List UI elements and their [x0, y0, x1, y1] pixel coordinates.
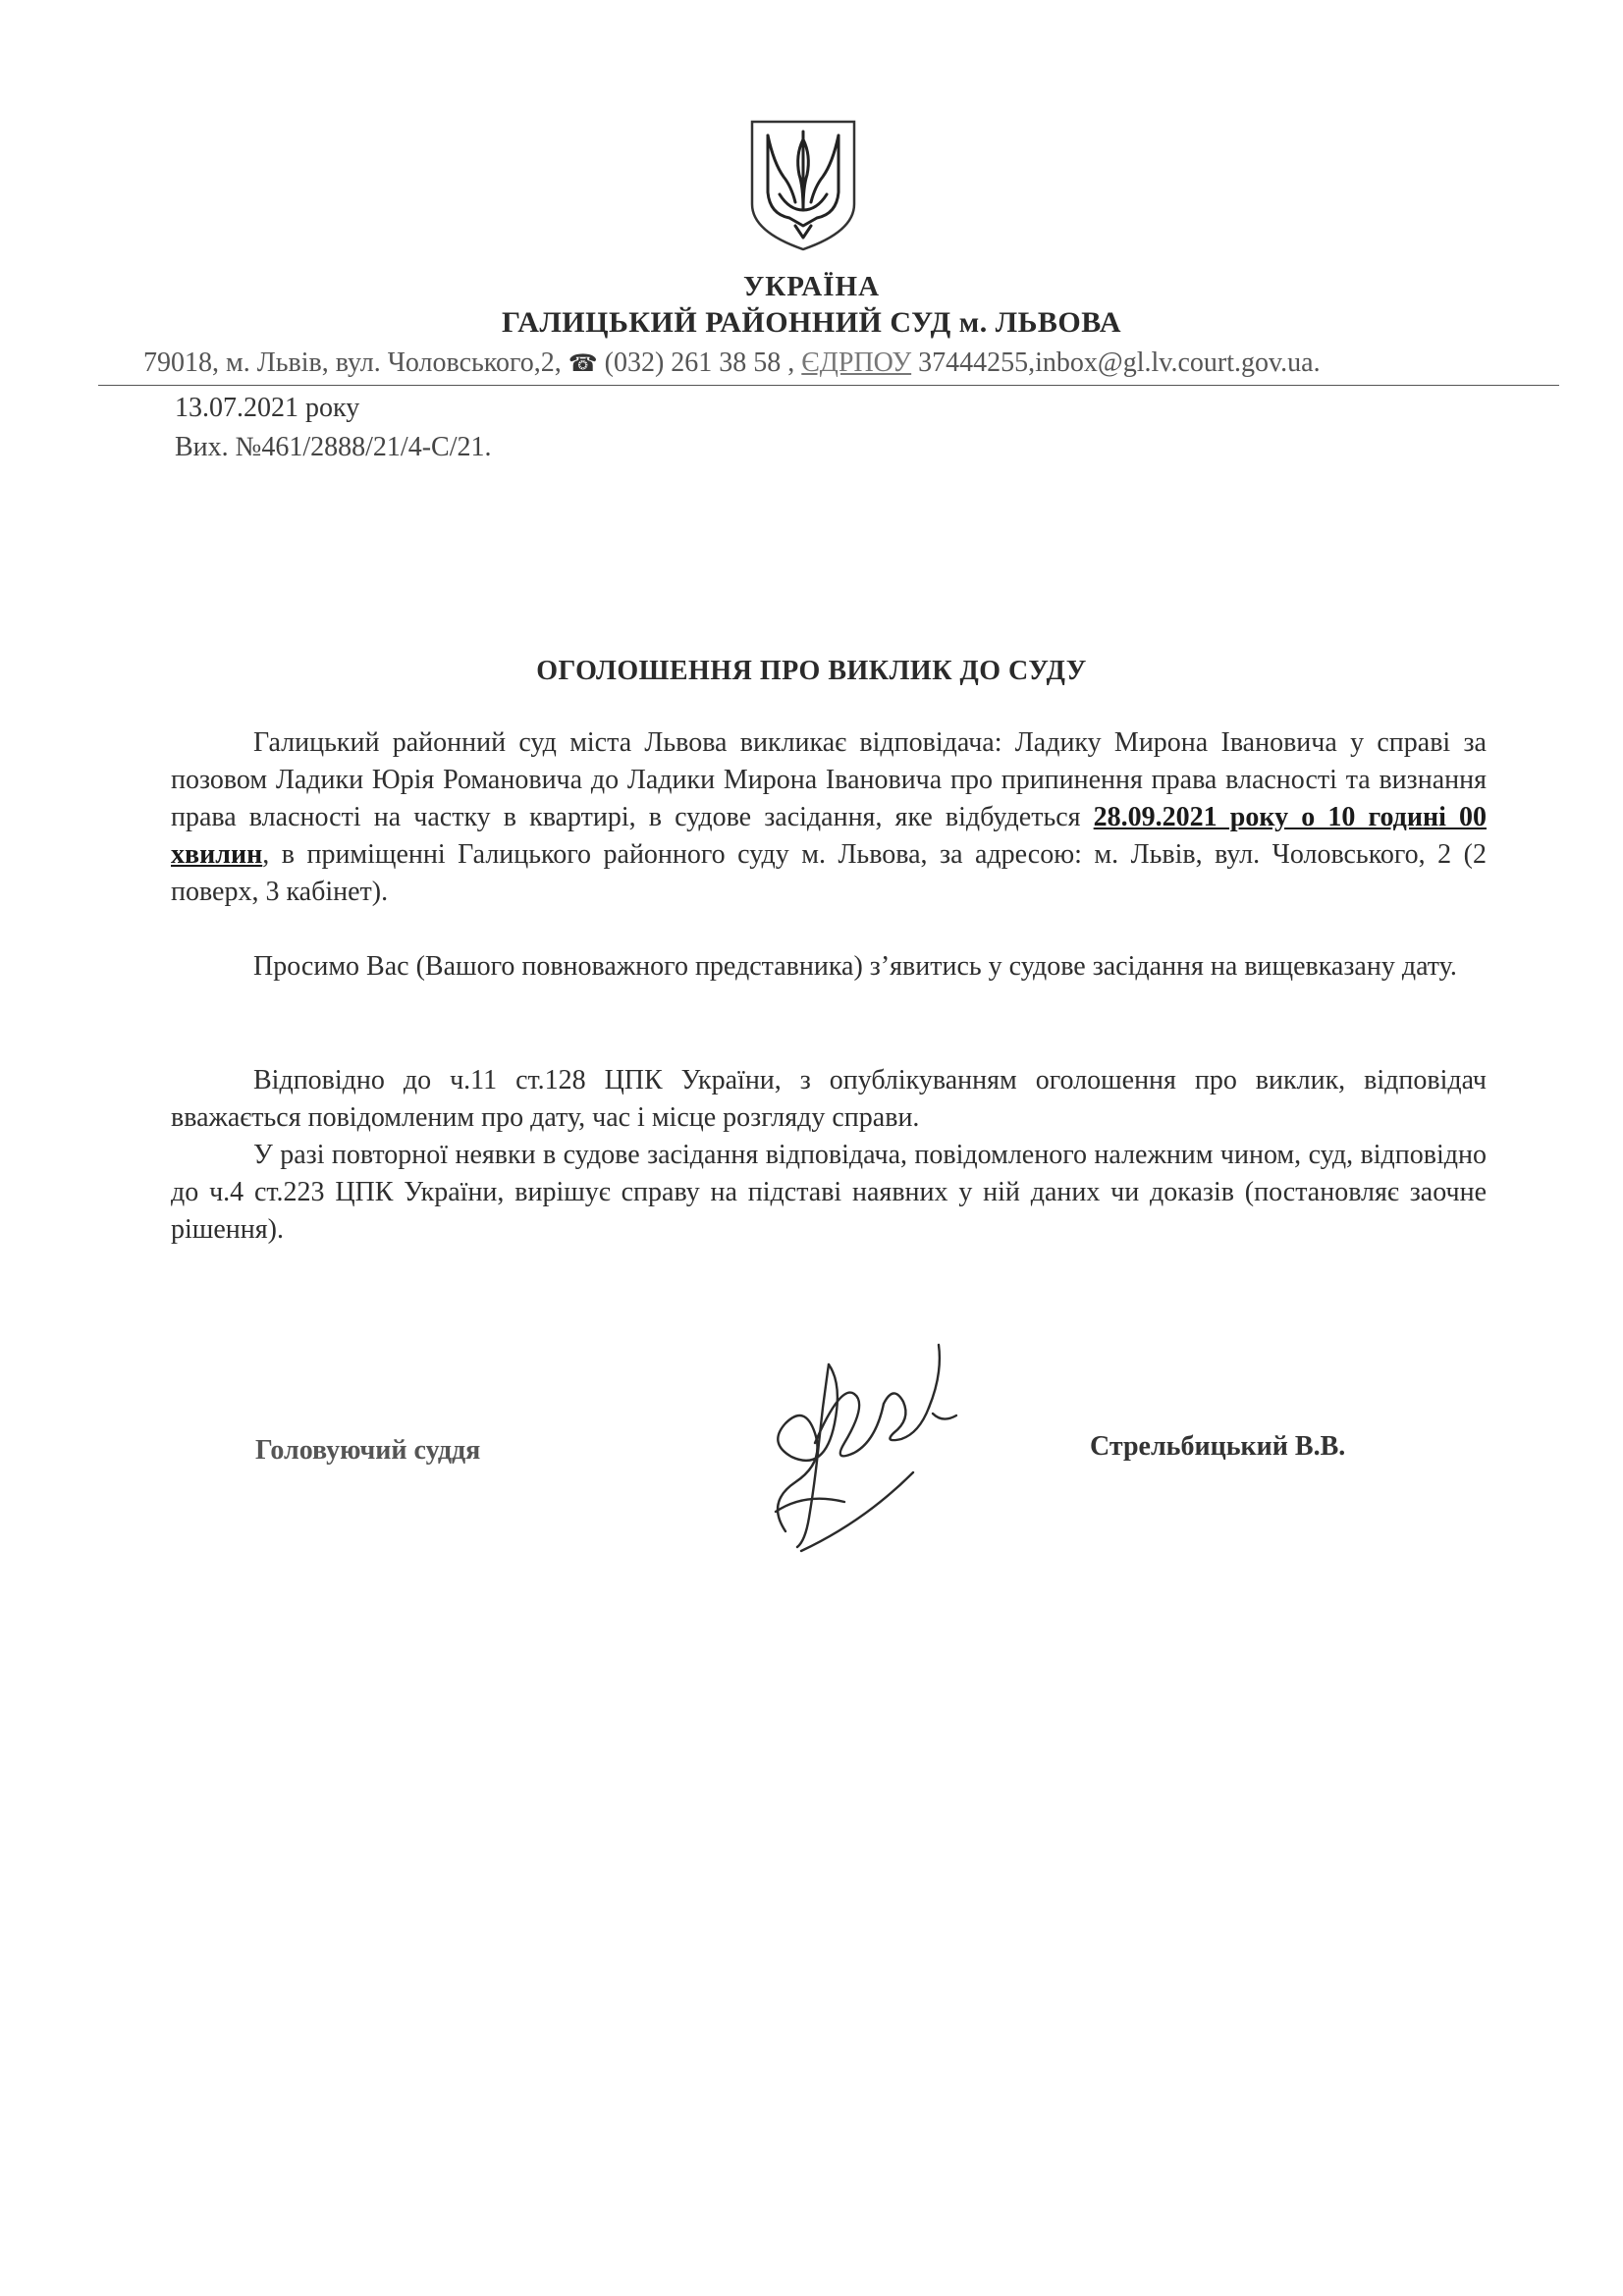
country-heading: УКРАЇНА	[742, 271, 881, 302]
edrpou-and-email: 37444255,inbox@gl.lv.court.gov.ua.	[911, 347, 1321, 378]
absence-paragraph	[171, 1137, 1487, 1249]
court-address: 79018, м. Львів, вул. Чоловського,2,	[143, 347, 568, 378]
absence-text: У разі повторної неявки в судове засідання відповідача, повідомленого належним чином, суд, відповідно до ч.4 ст.223 ЦПК України, вирішує справу на підставі наявних у ній даних чи доказів (постановляє заочне рішення).	[171, 1140, 1487, 1245]
judge-signature	[746, 1325, 982, 1561]
hearing-datetime: 28.09.2021 року о 10 годині 00 хвилин	[171, 802, 1487, 870]
summons-text: Галицький районний суд міста Львова викликає відповідача: Ладику Мирона Івановича у справі за позовом Ладики Юрія Романовича до Ладики Мирона Івановича про припинення права власності та визнання права власності на частку в квартирі, в судове засідання, яке відбудеться	[171, 727, 1487, 832]
summons-paragraph	[171, 724, 1487, 911]
presiding-judge-label: Головуючий суддя	[255, 1435, 481, 1466]
document-title: ОГОЛОШЕННЯ ПРО ВИКЛИК ДО СУДУ	[536, 656, 1087, 686]
header-divider	[98, 385, 1559, 386]
request-text: Просимо Вас (Вашого повноважного представника) з’явитись у судове засідання на вищевказану дату.	[253, 951, 1457, 982]
summons-location-text: , в приміщенні Галицького районного суду м. Львова, за адресою: м. Львів, вул. Чоловського, 2 (2 поверх, 3 кабінет).	[171, 839, 1487, 907]
paragraph-text	[171, 724, 1487, 911]
court-name-heading: ГАЛИЦЬКИЙ РАЙОННИЙ СУД м. ЛЬВОВА	[501, 306, 1122, 339]
judge-name: Стрельбицький В.В.	[1090, 1431, 1346, 1462]
notice-text: Відповідно до ч.11 ст.128 ЦПК України, з опублікуванням оголошення про виклик, відповідач вважається повідомленим про дату, час і місце розгляду справи.	[171, 1065, 1487, 1133]
outgoing-number: Вих. №461/2888/21/4-С/21.	[175, 432, 492, 462]
trident-emblem-icon	[744, 116, 862, 253]
phone-icon: ☎	[568, 349, 598, 377]
document-date: 13.07.2021 року	[175, 393, 360, 423]
court-address-line	[143, 347, 1321, 379]
notice-paragraph	[171, 1062, 1487, 1137]
court-phone: (032) 261 38 58 ,	[597, 347, 802, 378]
request-paragraph	[171, 948, 1487, 986]
edrpou-label: ЄДРПОУ	[801, 347, 912, 378]
